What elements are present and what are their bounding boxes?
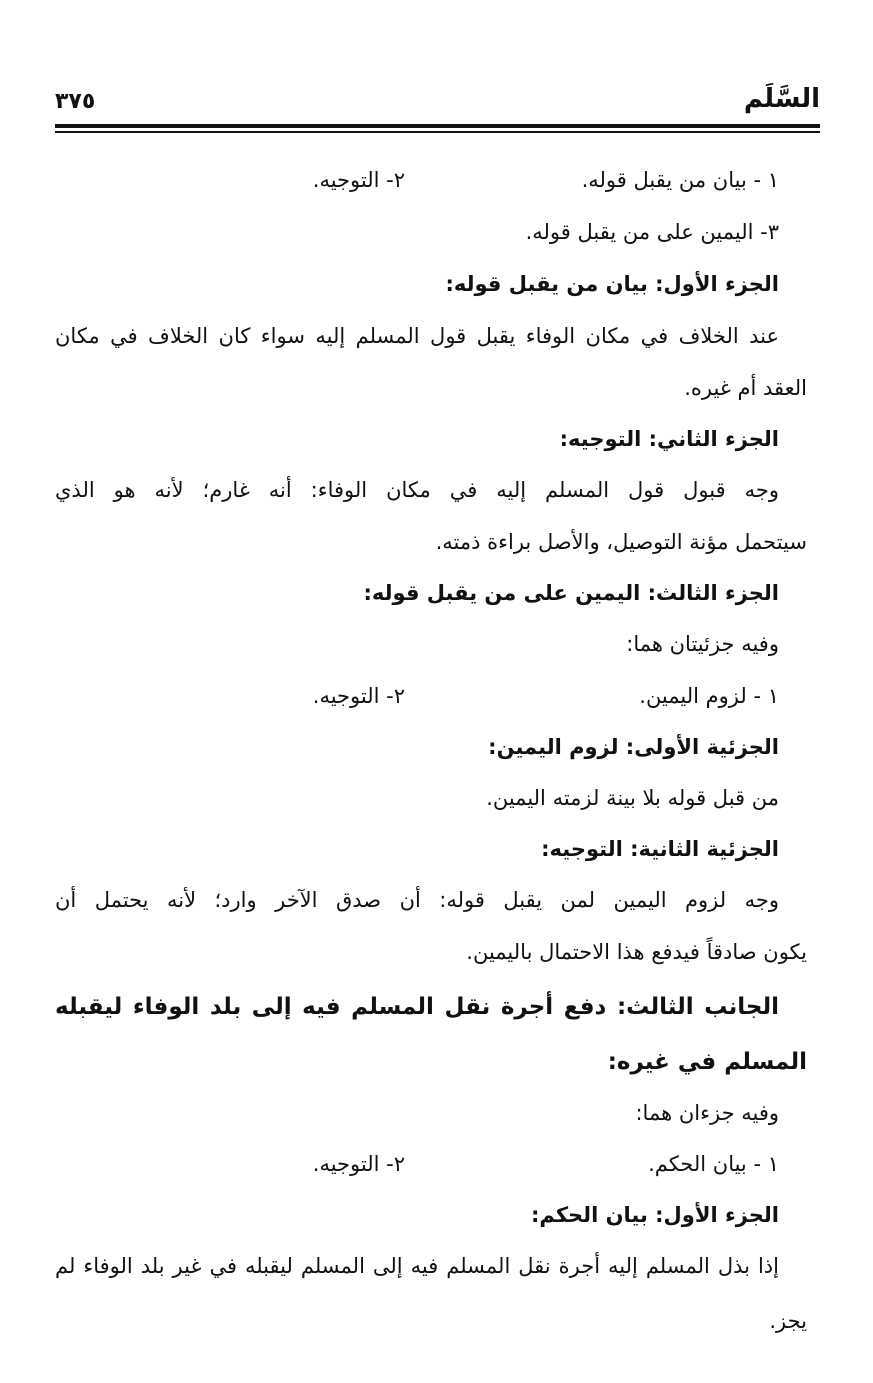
section-heading: الجزء الثاني: التوجيه: bbox=[559, 427, 779, 451]
section-heading: الجزئية الأولى: لزوم اليمين: bbox=[488, 735, 779, 759]
paragraph-line: يجز. bbox=[769, 1309, 807, 1333]
paragraph-line: عند الخلاف في مكان الوفاء يقبل قول المسلم إليه سواء كان الخلاف في مكان bbox=[55, 324, 779, 348]
list-item bbox=[55, 154, 807, 206]
list-item-1: ١ - بيان من يقبل قوله. bbox=[581, 168, 779, 192]
paragraph-line: وفيه جزئيتان هما: bbox=[626, 632, 779, 656]
paragraph-line: وفيه جزءان هما: bbox=[635, 1101, 779, 1125]
paragraph-line: وجه قبول قول المسلم إليه في مكان الوفاء: أنه غارم؛ لأنه هو الذي bbox=[55, 478, 779, 502]
page-header bbox=[55, 78, 820, 118]
header-rule-thick bbox=[55, 124, 820, 128]
paragraph-line: العقد أم غيره. bbox=[684, 376, 807, 400]
header-rule-thin bbox=[55, 131, 820, 133]
section-heading: الجزء الأول: بيان من يقبل قوله: bbox=[445, 272, 779, 296]
section-heading: الجزء الأول: بيان الحكم: bbox=[530, 1203, 779, 1227]
list-item-1: ١ - لزوم اليمين. bbox=[639, 684, 779, 708]
chapter-heading: المسلم في غيره: bbox=[607, 1049, 807, 1075]
list-item-2: ٢- التوجيه. bbox=[312, 1152, 405, 1176]
header-rule bbox=[55, 124, 820, 134]
list-item-2: ٢- التوجيه. bbox=[312, 684, 405, 708]
running-title: السَّلَم bbox=[743, 84, 820, 114]
section-heading: الجزء الثالث: اليمين على من يقبل قوله: bbox=[363, 581, 779, 605]
section-heading: الجزئية الثانية: التوجيه: bbox=[541, 837, 779, 861]
list-item-1: ١ - بيان الحكم. bbox=[648, 1152, 779, 1176]
list-item bbox=[55, 670, 807, 722]
page-body bbox=[55, 154, 807, 1350]
paragraph-line: سيتحمل مؤنة التوصيل، والأصل براءة ذمته. bbox=[435, 530, 807, 554]
paragraph-line: من قبل قوله بلا بينة لزمته اليمين. bbox=[486, 786, 779, 810]
paragraph-line: وجه لزوم اليمين لمن يقبل قوله: أن صدق الآخر وارد؛ لأنه يحتمل أن bbox=[55, 888, 779, 912]
paragraph-line: يكون صادقاً فيدفع هذا الاحتمال باليمين. bbox=[466, 940, 807, 964]
page-number: ٣٧٥ bbox=[55, 89, 96, 114]
list-item-3: ٣- اليمين على من يقبل قوله. bbox=[525, 220, 779, 244]
paragraph-line: إذا بذل المسلم إليه أجرة نقل المسلم فيه إلى المسلم ليقبله في غير بلد الوفاء لم bbox=[55, 1254, 779, 1278]
chapter-heading: الجانب الثالث: دفع أجرة نقل المسلم فيه إلى بلد الوفاء ليقبله bbox=[55, 994, 779, 1020]
list-item-2: ٢- التوجيه. bbox=[312, 168, 405, 192]
list-item bbox=[55, 1138, 807, 1190]
